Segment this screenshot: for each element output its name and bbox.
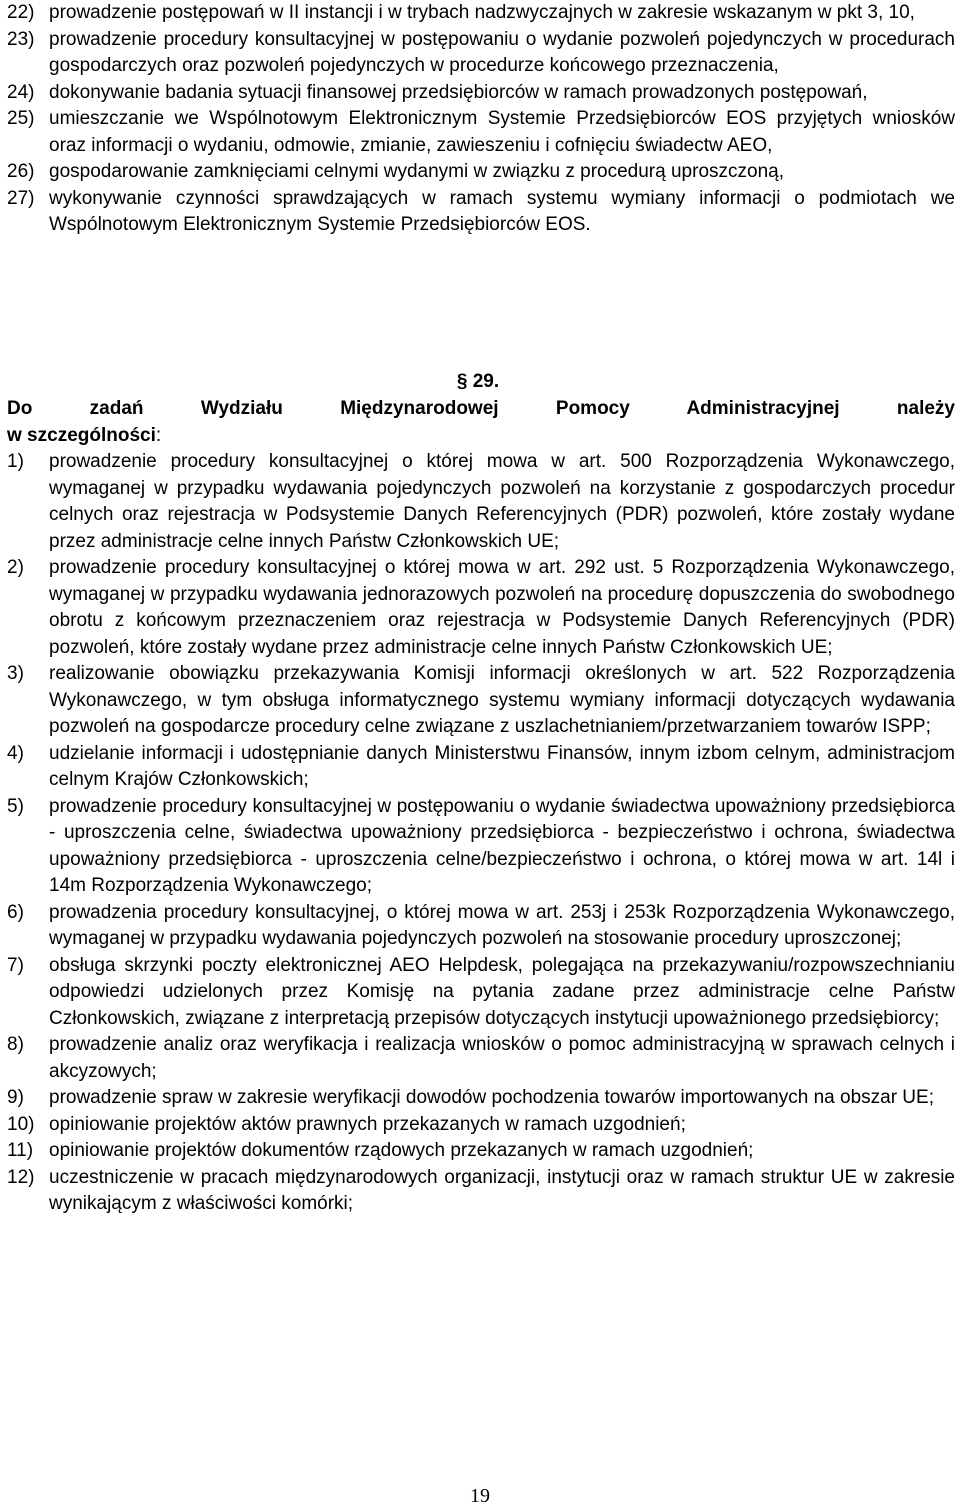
- list-item: [7, 1085, 955, 1112]
- list-item: [7, 159, 955, 186]
- list-item-number: 9): [7, 1087, 24, 1108]
- list-item-text: dokonywanie badania sytuacji finansowej przedsiębiorców w ramach prowadzonych postępowań,: [49, 81, 868, 103]
- list-item: [7, 106, 955, 159]
- list-item-text: obsługa skrzynki poczty elektronicznej AEO Helpdesk, polegająca na przekazywaniu/rozpowszechnianiu odpowiedzi udzielonych przez Komisję na pytania zadane przez administracje celne Państw Członkowskich, związane z interpretacją przepisów dotyczących instytucji upoważnionego przedsiębiorcy;: [49, 954, 955, 1029]
- page-number: 19: [470, 1485, 490, 1507]
- list-item-number: 24): [7, 81, 35, 103]
- list-item-number: 27): [7, 187, 35, 209]
- list-item-text: gospodarowanie zamknięciami celnymi wydanymi w związku z procedurą uproszczoną,: [49, 161, 784, 182]
- intro-line-2: w szczególności: [7, 424, 156, 446]
- list-item-text: prowadzenia procedury konsultacyjnej, o której mowa w art. 253j i 253k Rozporządzenia Wykonawczego, wymaganej w przypadku wydawania pojedynczych pozwoleń na stosowanie procedury uproszczonej;: [49, 901, 955, 949]
- list-item-text: prowadzenie analiz oraz weryfikacja i realizacja wniosków o pomoc administracyjną w sprawach celnych i akcyzowych;: [49, 1034, 955, 1082]
- list-item: [7, 1138, 955, 1165]
- list-item: [7, 555, 955, 661]
- list-item: [7, 741, 955, 794]
- list-item-number: 23): [7, 28, 35, 50]
- list-item-number: 4): [7, 742, 24, 764]
- list-item-text: prowadzenie procedury konsultacyjnej o której mowa w art. 292 ust. 5 Rozporządzenia Wykonawczego, wymaganej w przypadku wydawania jednorazowych pozwoleń na procedurę dopuszczenia do swobodnego obrotu z końcowym przeznaczeniem oraz rejestracja w Podsystemie Danych Referencyjnych (PDR) pozwoleń, które zostały wydane przez administracje celne innych Państw Członkowskich UE;: [49, 557, 955, 658]
- list-item-text: prowadzenie postępowań w II instancji i w trybach nadzwyczajnych w zakresie wskazanym w pkt 3, 10,: [49, 2, 915, 23]
- list-item-text: uczestniczenie w pracach międzynarodowych organizacji, instytucji oraz w ramach struktur UE w zakresie wynikającym z właściwości komórki;: [49, 1166, 955, 1214]
- list-item-number: 6): [7, 901, 24, 923]
- section-heading: [0, 369, 960, 396]
- list-item-text: udzielanie informacji i udostępnianie danych Ministerstwu Finansów, innym izbom celnym, administracjom celnym Krajów Członkowskich;: [49, 742, 955, 790]
- list-item: [7, 449, 955, 555]
- intro-colon: :: [155, 424, 162, 446]
- list-item-number: 2): [7, 557, 24, 578]
- list-item-text: prowadzenie procedury konsultacyjnej o której mowa w art. 500 Rozporządzenia Wykonawczego, wymaganej w przypadku wydawania pojedynczych pozwoleń na korzystanie z gospodarczych procedur celnych oraz rejestracja w Podsystemie Danych Referencyjnych (PDR) pozwoleń, które zostały wydane przez administracje celne innych Państw Członkowskich UE;: [49, 451, 955, 552]
- list-item-number: 10): [7, 1113, 35, 1135]
- list-item-number: 7): [7, 954, 24, 976]
- list-item: [7, 1112, 955, 1139]
- list-item-number: 1): [7, 451, 24, 472]
- list-item-text: prowadzenie procedury konsultacyjnej w postępowaniu o wydanie świadectwa upoważniony przedsiębiorca - uproszczenia celne, świadectwa upoważniony przedsiębiorca - bezpieczeństwo i ochrona, świadectwa upoważniony przedsiębiorca - uproszczenia celne/bezpieczeństwo i ochrona, o której mowa w art. 14l i 14m Rozporządzenia Wykonawczego;: [49, 795, 955, 896]
- list-item: [7, 80, 955, 107]
- list-item-text: prowadzenie spraw w zakresie weryfikacji dowodów pochodzenia towarów importowanych na obszar UE;: [49, 1087, 934, 1108]
- list-item-number: 3): [7, 663, 24, 684]
- list-item: [7, 1165, 955, 1218]
- list-item-number: 8): [7, 1034, 24, 1055]
- list-item-number: 12): [7, 1166, 35, 1188]
- list-item-number: 25): [7, 108, 35, 129]
- list-item-number: 26): [7, 161, 35, 182]
- task-list: [7, 449, 955, 1218]
- section-sign: §: [456, 371, 468, 392]
- list-item-text: opiniowanie projektów aktów prawnych przekazanych w ramach uzgodnień;: [49, 1113, 686, 1135]
- list-item: [7, 27, 955, 80]
- list-item-text: prowadzenie procedury konsultacyjnej w postępowaniu o wydanie pozwoleń pojedynczych w procedurach gospodarczych oraz pozwoleń pojedynczych w procedurze końcowego przeznaczenia,: [49, 28, 955, 76]
- list-item-text: realizowanie obowiązku przekazywania Komisji informacji określonych w art. 522 Rozporządzenia Wykonawczego, w tym obsługa informatycznego systemu wymiany informacji dotyczących wydawania pozwoleń na gospodarcze procedury celne związane z uszlachetnianiem/przetwarzaniem towarów ISPP;: [49, 663, 955, 737]
- list-item-text: wykonywanie czynności sprawdzających w ramach systemu wymiany informacji o podmiotach we Wspólnotowym Elektronicznym Systemie Przedsiębiorców EOS.: [49, 187, 955, 235]
- task-list-continued: [7, 0, 955, 239]
- list-item: [7, 186, 955, 239]
- section-intro: [7, 396, 955, 449]
- section-number: 29.: [472, 371, 500, 392]
- list-item: [7, 953, 955, 1033]
- list-item: [7, 0, 955, 27]
- list-item-text: umieszczanie we Wspólnotowym Elektronicznym Systemie Przedsiębiorców EOS przyjętych wniosków oraz informacji o wydaniu, odmowie, zmianie, zawieszeniu i cofnięciu świadectw AEO,: [49, 108, 955, 156]
- list-item: [7, 794, 955, 900]
- list-item-number: 11): [7, 1140, 34, 1161]
- list-item-number: 22): [7, 2, 35, 23]
- list-item: [7, 661, 955, 741]
- list-item-number: 5): [7, 795, 24, 817]
- intro-line-1: Do zadań Wydziału Międzynarodowej Pomocy Administracyjnej należy: [7, 398, 955, 419]
- list-item: [7, 900, 955, 953]
- list-item-text: opiniowanie projektów dokumentów rządowych przekazanych w ramach uzgodnień;: [49, 1140, 754, 1161]
- list-item: [7, 1032, 955, 1085]
